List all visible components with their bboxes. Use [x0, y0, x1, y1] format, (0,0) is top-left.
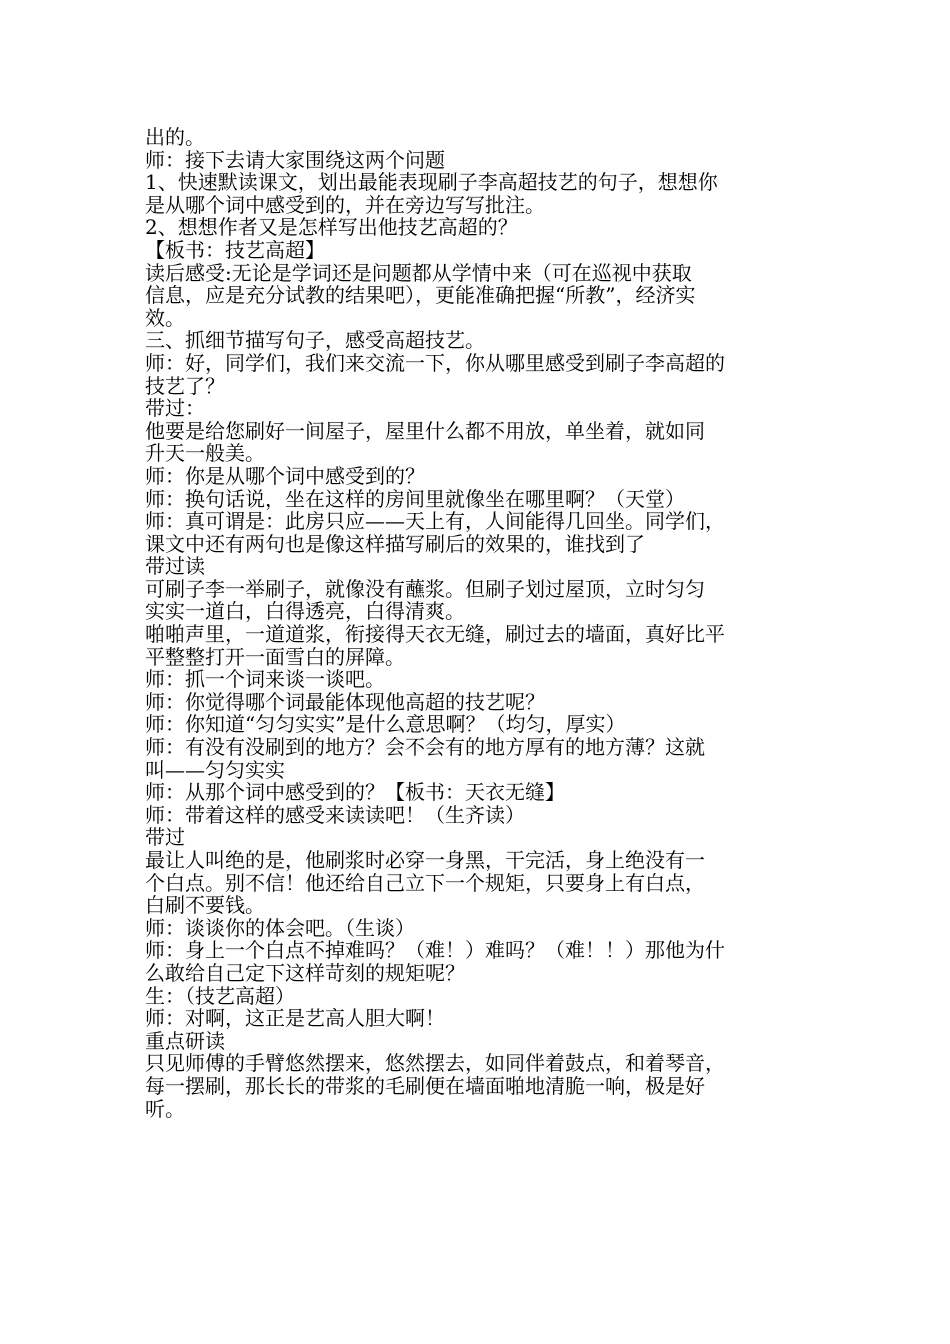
- text-line: 效。: [145, 306, 185, 330]
- text-line: 叫——匀匀实实: [145, 758, 285, 782]
- text-line: 么敢给自己定下这样苛刻的规矩呢？: [145, 961, 465, 985]
- text-line: 信息，应是充分试教的结果吧），更能准确把握“所教”，经济实: [145, 284, 696, 307]
- text-line: 师：换句话说，坐在这样的房间里就像坐在哪里啊？（天堂）: [145, 487, 685, 511]
- document-body: [145, 126, 810, 1120]
- text-line: 2、想想作者又是怎样写出他技艺高超的？: [145, 216, 518, 239]
- text-line: 师：接下去请大家围绕这两个问题: [145, 148, 445, 172]
- text-line: 读后感受:无论是学词还是问题都从学情中来（可在巡视中获取: [145, 261, 692, 285]
- text-line: 技艺了？: [145, 374, 225, 398]
- text-line: 带过: [145, 826, 185, 849]
- text-line: 个白点。别不信！他还给自己立下一个规矩，只要身上有白点，: [145, 871, 705, 895]
- text-line: 师：你觉得哪个词最能体现他高超的技艺呢？: [145, 690, 545, 714]
- text-line: 带过：: [145, 397, 205, 420]
- text-line: 平整整打开一面雪白的屏障。: [145, 645, 405, 669]
- text-line: 师：从那个词中感受到的？【板书：天衣无缝】: [145, 781, 565, 804]
- text-line: 是从哪个词中感受到的，并在旁边写写批注。: [145, 193, 545, 217]
- text-line: 啪啪声里，一道道浆，衔接得天衣无缝，刷过去的墙面，真好比平: [145, 623, 725, 646]
- text-line: 白刷不要钱。: [145, 894, 265, 917]
- text-line: 重点研读: [145, 1029, 225, 1053]
- text-line: 师：你知道“匀匀实实”是什么意思啊？（均匀，厚实）: [145, 713, 626, 737]
- text-line: 师：你是从哪个词中感受到的？: [145, 464, 425, 488]
- text-line: 每一摆刷，那长长的带浆的毛刷便在墙面啪地清脆一响，极是好: [145, 1074, 705, 1098]
- text-line: 升天一般美。: [145, 442, 265, 465]
- text-line: 师：带着这样的感受来读读吧！（生齐读）: [145, 803, 525, 827]
- text-line: 1、快速默读课文，划出最能表现刷子李高超技艺的句子，想想你: [145, 171, 718, 194]
- text-line: 三、抓细节描写句子，感受高超技艺。: [145, 329, 485, 352]
- text-line: 只见师傅的手臂悠然摆来，悠然摆去，如同伴着鼓点，和着琴音，: [145, 1052, 725, 1075]
- text-line: 师：身上一个白点不掉难吗？（难！）难吗？（难！！）那他为什: [145, 939, 725, 962]
- text-line: 实实一道白，白得透亮，白得清爽。: [145, 600, 465, 624]
- text-line: 他要是给您刷好一间屋子，屋里什么都不用放，单坐着，就如同: [145, 419, 705, 443]
- text-line: 课文中还有两句也是像这样描写刷后的效果的，谁找到了: [145, 532, 645, 556]
- text-line: 师：对啊，这正是艺高人胆大啊！: [145, 1007, 445, 1030]
- text-line: 生：（技艺高超）: [145, 984, 295, 1008]
- text-line: 出的。: [145, 126, 205, 149]
- text-line: 最让人叫绝的是，他刷浆时必穿一身黑，干完活，身上绝没有一: [145, 849, 705, 872]
- text-line: 师：好，同学们，我们来交流一下，你从哪里感受到刷子李高超的: [145, 351, 725, 375]
- text-line: 【板书：技艺高超】: [145, 238, 325, 262]
- text-line: 师：抓一个词来谈一谈吧。: [145, 668, 385, 691]
- text-line: 可刷子李一举刷子，就像没有蘸浆。但刷子划过屋顶，立时匀匀: [145, 577, 705, 601]
- text-line: 听。: [145, 1097, 185, 1121]
- text-line: 师：有没有没刷到的地方？会不会有的地方厚有的地方薄？这就: [145, 736, 705, 759]
- text-line: 师：真可谓是：此房只应——天上有，人间能得几回坐。同学们，: [145, 510, 725, 533]
- text-line: 师：谈谈你的体会吧。（生谈）: [145, 916, 415, 940]
- text-line: 带过读: [145, 555, 205, 578]
